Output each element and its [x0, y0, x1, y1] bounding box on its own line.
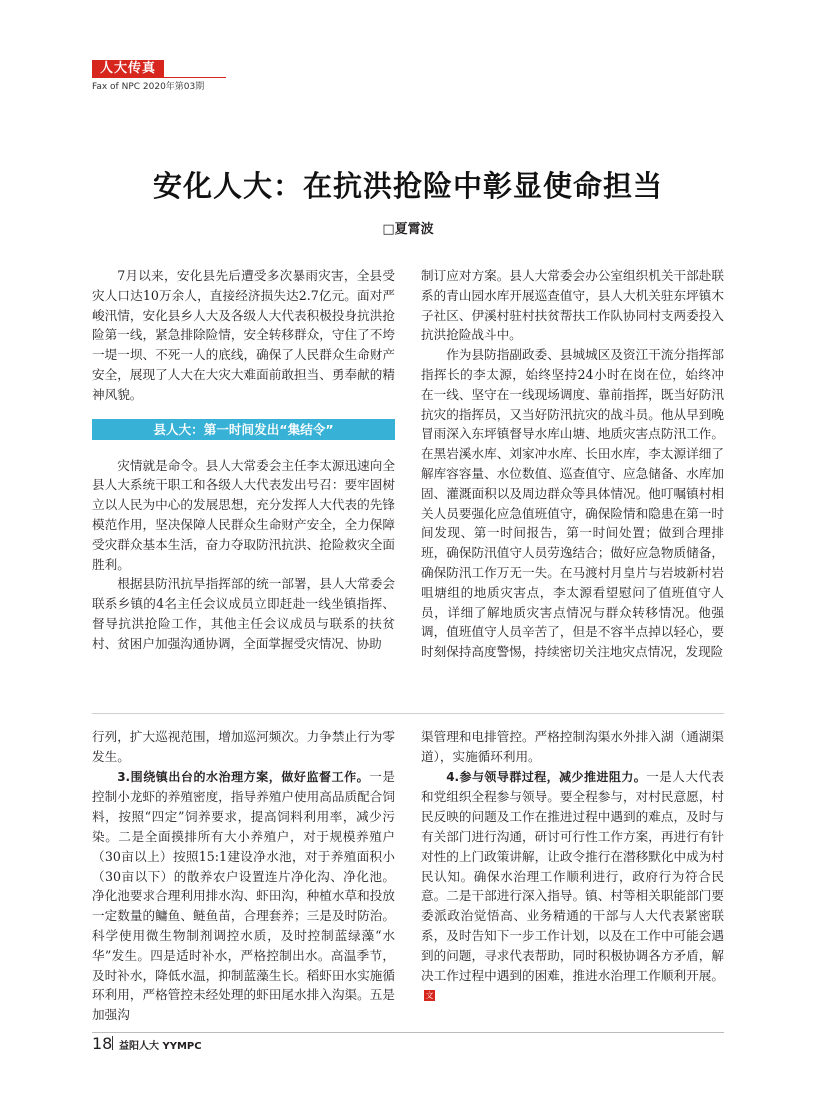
subheading: 4.参与领导群过程，减少推进阻力。 [446, 769, 647, 784]
article-title: 安化人大：在抗洪抢险中彰显使命担当 [152, 169, 663, 203]
body-paragraph: 根据县防汛抗旱指挥部的统一部署，县人大常委会联系乡镇的4名主任会议成员立即赶赴一线坐镇指挥、督导抗洪抢险工作，其他主任会议成员与联系的扶贫村、贫困户加强沟通协调，全面掌握受灾情况、协助 [92, 576, 395, 651]
end-mark-icon: 文 [425, 991, 434, 1001]
page-number: 18 [92, 1034, 113, 1053]
body-text: 一是人大代表和党组织全程参与领导。要全程参与，对村民意愿，村民反映的问题及工作在推进过程中遇到的难点，及时与有关部门进行沟通，研讨可行性工作方案，再进行有针对性的上门政策讲解，让政令推行在潜移默化中成为村民认知。确保水治理工作顺利进行，政府行为符合民意。二是干部进行深入指导。镇、村等相关职能部门要委派政治觉悟高、业务精通的干部与人大代表紧密联系，及时告知下一步工作计划，以及在工作中可能会遇到的问题，寻求代表帮助，同时积极协调各方矛盾，解决工作过程中遇到的困难，推进水治理工作顺利开展。 [421, 768, 725, 983]
body-paragraph: 灾情就是命令。县人大常委会主任李太源迅速向全县人大系统干职工和各级人大代表发出号召：要牢固树立以人民为中心的发展思想，充分发挥人大代表的先锋模范作用，坚决保障人民群众生命财产安全，全力保障受灾群众基本生活，奋力夺取防汛抗洪、抢险救灾全面胜利。 [92, 457, 395, 572]
top-right-column [421, 266, 724, 662]
brand-rule [92, 77, 226, 78]
magazine-name: 益阳人大 YYMPC [119, 1041, 202, 1052]
body-paragraph: 行列，扩大巡视范围，增加巡河频次。力争禁止行为零发生。 [92, 729, 395, 764]
body-paragraph [92, 767, 395, 1025]
intro-paragraph: 7月以来，安化县先后遭受多次暴雨灾害，全县受灾人口达10万余人，直接经济损失达2.7亿元。面对严峻汛情，安化县乡人大及各级人大代表积极投身抗洪抢险第一线，紧急排除险情，安全转移群众，守住了不垮一堤一坝、不死一人的底线，确保了人民群众生命财产安全，展现了人大在大灾大难面前敢担当、勇奉献的精神风貌。 [92, 268, 395, 402]
bottom-left-column [92, 727, 395, 1025]
section-divider [92, 713, 724, 714]
section-heading-bar: 县人大：第一时间发出“集结令” [92, 419, 395, 440]
subheading: 3.围绕镇出台的水治理方案，做好监督工作。 [117, 769, 370, 784]
article-author: □夏霄波 [382, 222, 434, 237]
bottom-right-column [421, 727, 724, 1005]
issue-subtitle: Fax of NPC 2020年第03期 [92, 82, 205, 92]
section-brand-tag: 人大传真 [92, 60, 164, 77]
body-paragraph: 作为县防指副政委、县城城区及资江干流分指挥部指挥长的李太源，始终坚持24小时在岗在位，始终冲在一线、坚守在一线现场调度、靠前指挥，既当好防汛抗灾的指挥员，又当好防汛抗灾的战斗员。他从早到晚冒雨深入东坪镇督导水库山塘、地质灾害点防汛工作。在黑岩溪水库、刘家冲水库、长田水库，李太源详细了解库容容量、水位数值、巡查值守、应急储备、水库加固、灌溉面积以及周边群众等具体情况。他叮嘱镇村相关人员要强化应急值班值守，确保险情和隐患在第一时间发现、第一时间报告，第一时间处置；做到合理排班，确保防汛值守人员劳逸结合；做好应急物质储备，确保防汛工作万无一失。在马渡村月皇片与岩坡新村岩咀塘组的地质灾害点，李太源看望慰问了值班值守人员，详细了解地质灾害点情况与群众转移情况。他强调，值班值守人员辛苦了，但是不容半点掉以轻心，要时刻保持高度警惕，持续密切关注地灾点情况，发现险 [421, 347, 724, 660]
body-paragraph: 渠管理和电排管控。严格控制沟渠水外排入湖（通湖渠道），实施循环利用。 [421, 729, 724, 764]
body-paragraph: 制订应对方案。县人大常委会办公室组织机关干部赴联系的青山园水库开展巡查值守，县人大机关驻东坪镇木子社区、伊溪村驻村扶贫帮扶工作队协同村支两委投入抗洪抢险战斗中。 [421, 268, 724, 343]
top-left-column [92, 266, 395, 654]
footer-rule [92, 1032, 724, 1033]
body-paragraph [421, 767, 724, 1006]
body-text: 一是控制小龙虾的养殖密度，指导养殖户使用高品质配合饲料，按照“四定”饲养要求，提高饲料利用率，减少污染。二是全面摸排所有大小养殖户，对于规模养殖户（30亩以上）按照15:1建设净水池，对于养殖面积小（30亩以下）的散养农户设置连片净化沟、净化池。净化池要求合理利用排水沟、虾田沟，种植水草和投放一定数量的鳙鱼、鲢鱼苗，合理套养；三是及时防治。科学使用微生物制剂调控水质，及时控制蓝绿藻“水华”发生。四是适时补水，严格控制出水。高温季节，及时补水，降低水温，抑制蓝藻生长。稻虾田水实施循环利用，严格管控未经处理的虾田尾水排入沟渠。五是加强沟 [92, 768, 395, 1023]
footer-separator [112, 1036, 113, 1050]
